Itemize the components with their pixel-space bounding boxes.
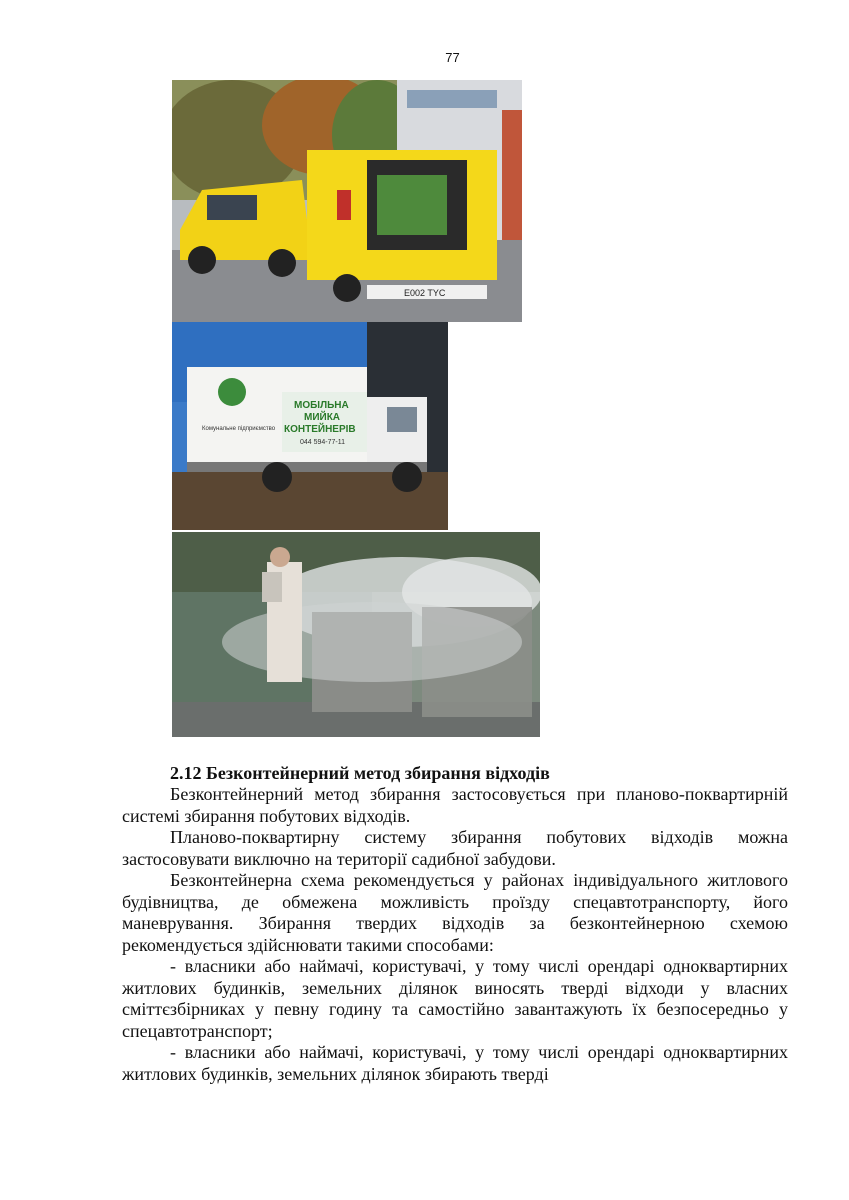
section-heading: 2.12 Безконтейнерний метод збирання відходів bbox=[170, 763, 550, 783]
section-text bbox=[122, 762, 788, 1085]
truck-text-line1: МОБІЛЬНА bbox=[294, 400, 349, 411]
paragraph-1: Безконтейнерний метод збирання застосовується при планово-поквартирній системі збирання побутових відходів. bbox=[122, 784, 788, 826]
paragraph-4: - власники або наймачі, користувачі, у тому числі орендарі одноквартирних житлових будинків, земельних ділянок виносять тверді відходи у власних сміттєзбірниках у певну годину та самостійно завантажують їх безпосередньо у спецавтотранспорт; bbox=[122, 956, 788, 1041]
paragraph-2: Планово-поквартирну систему збирання побутових відходів можна застосовувати виключно на території садибної забудови. bbox=[122, 827, 788, 869]
washing-truck-photo bbox=[172, 322, 448, 530]
paragraph-5: - власники або наймачі, користувачі, у тому числі орендарі одноквартирних житлових будинків, земельних ділянок збирають тверді bbox=[122, 1042, 788, 1084]
truck-text-line2: МИЙКА bbox=[304, 412, 341, 423]
mobile-container-washing-truck-photo bbox=[172, 322, 448, 530]
disinfection-photo bbox=[172, 532, 540, 737]
truck-text-line3: КОНТЕЙНЕРІВ bbox=[284, 424, 356, 435]
page-number: 77 bbox=[445, 50, 460, 65]
paragraph-3: Безконтейнерна схема рекомендується у районах індивідуального житлового будівництва, де обмежена можливість проїзду спецавтотранспорту, його маневрування. Збирання твердих відходів за безконтейнерною схемою рекомендується здійснювати такими способами: bbox=[122, 870, 788, 955]
svg-text:Комунальне підприємство: Комунальне підприємство bbox=[202, 426, 276, 432]
yellow-vans-photo bbox=[172, 80, 522, 322]
truck-phone: 044 594-77-11 bbox=[300, 439, 346, 446]
yellow-vans-container-washing-photo bbox=[172, 80, 522, 322]
plate-text: E002 TYC bbox=[404, 288, 446, 298]
worker-disinfecting-containers-photo bbox=[172, 532, 540, 737]
